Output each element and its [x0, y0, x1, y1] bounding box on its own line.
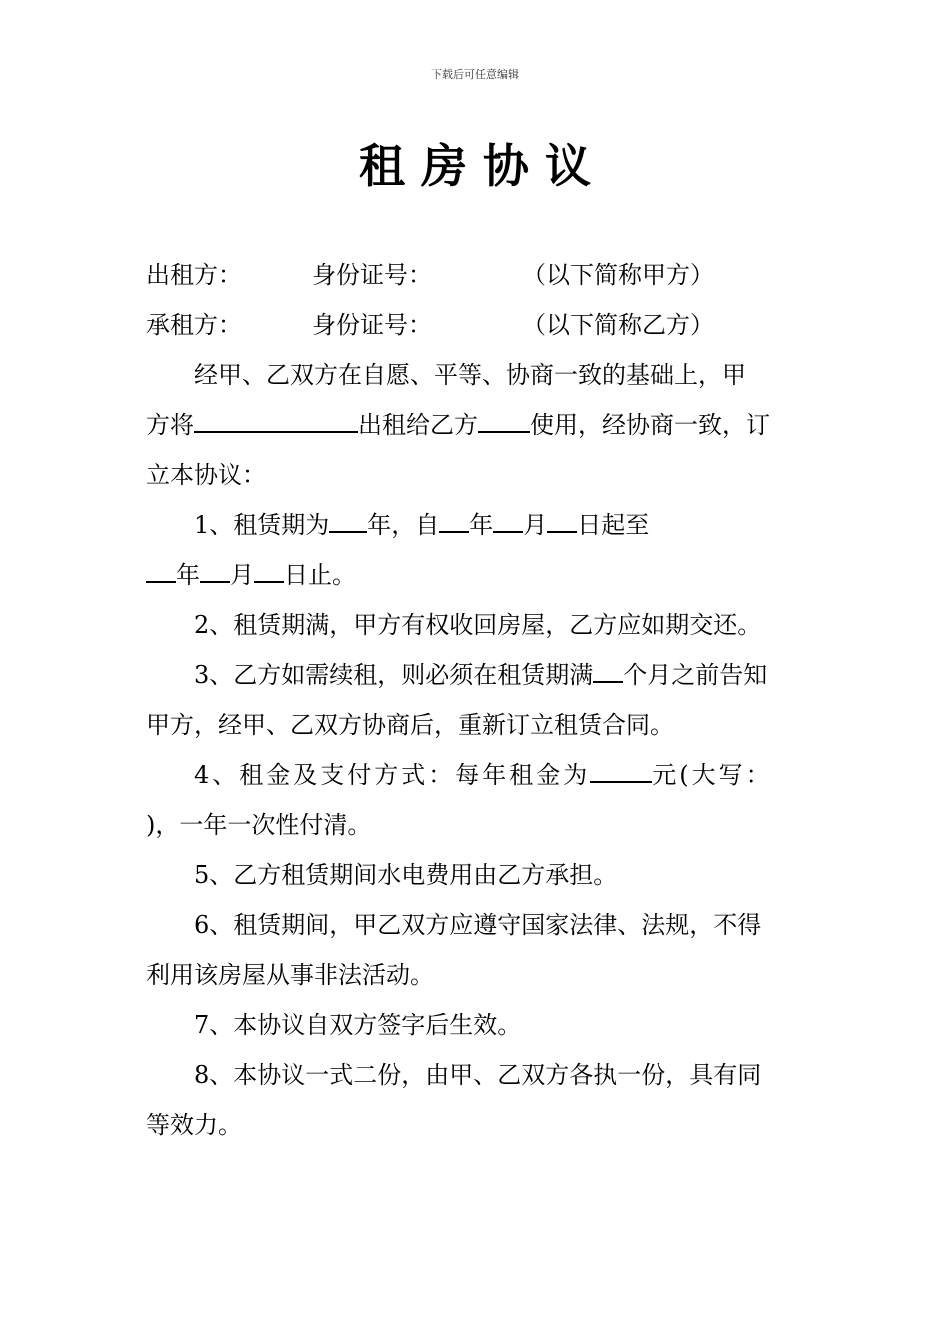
clause-6-line-1: 6、租赁期间，甲乙双方应遵守国家法律、法规，不得	[194, 911, 762, 939]
clause-8-line-2: 等效力。	[146, 1111, 242, 1139]
intro-line-3: 立本协议：	[146, 461, 266, 489]
lessor-label: 出租方：	[146, 261, 242, 289]
clause-1-text-g: 月	[230, 561, 254, 589]
clause-1-text-a: 1、租赁期为	[194, 511, 330, 539]
clause-3-line-2: 甲方，经甲、乙双方协商后，重新订立租赁合同。	[146, 711, 674, 739]
clause-1-text-f: 年	[176, 561, 200, 589]
document-title: 租房协议	[359, 139, 607, 193]
clause-1-text-h: 日止。	[284, 561, 356, 589]
clause-1-text-c: 年	[469, 511, 494, 539]
intro-text-c: 使用，经协商一致，订	[530, 411, 770, 439]
lessor-line	[146, 250, 808, 300]
clause-1-text-e: 日起至	[577, 511, 650, 539]
intro-line-2	[146, 400, 808, 450]
clause-7: 7、本协议自双方签字后生效。	[194, 1011, 522, 1039]
usage-blank	[478, 401, 530, 433]
lessee-alias: （以下简称乙方）	[522, 311, 714, 339]
clause-1-line-1	[146, 500, 808, 550]
intro-text-b: 出租给乙方	[358, 411, 478, 439]
clause-4-text-b: 元(大写：	[652, 761, 773, 789]
lessee-label: 承租方：	[146, 311, 242, 339]
clause-5: 5、乙方租赁期间水电费用由乙方承担。	[194, 861, 618, 889]
clause-3-text-a: 3、乙方如需续租，则必须在租赁期满	[194, 661, 594, 689]
start-month-blank	[493, 501, 523, 533]
header-note: 下载后可任意编辑	[431, 68, 519, 81]
property-blank	[194, 401, 358, 433]
clause-4-line-1	[146, 750, 808, 800]
clause-1-line-2	[146, 550, 808, 600]
rent-amount-blank	[590, 751, 652, 783]
end-month-blank	[200, 551, 230, 583]
clause-2: 2、租赁期满，甲方有权收回房屋，乙方应如期交还。	[194, 611, 762, 639]
lessor-alias: （以下简称甲方）	[522, 261, 714, 289]
clause-4-text-a: 4、租金及支付方式：每年租金为	[194, 761, 591, 789]
clause-1-text-b: 年，自	[367, 511, 440, 539]
clause-6-line-2: 利用该房屋从事非法活动。	[146, 961, 434, 989]
end-year-blank	[146, 551, 176, 583]
notice-months-blank	[593, 651, 623, 683]
end-day-blank	[254, 551, 284, 583]
clause-3-line-1	[146, 650, 808, 700]
clause-1-text-d: 月	[523, 511, 548, 539]
clause-3-text-b: 个月之前告知	[623, 661, 768, 689]
term-years-blank	[329, 501, 367, 533]
lessee-id-label: 身份证号：	[312, 311, 432, 339]
clause-4-line-2: )，一年一次性付清。	[146, 811, 372, 839]
lessee-line	[146, 300, 808, 350]
clause-8-line-1: 8、本协议一式二份，由甲、乙双方各执一份，具有同	[194, 1061, 762, 1089]
start-day-blank	[547, 501, 577, 533]
start-year-blank	[439, 501, 469, 533]
lessor-id-label: 身份证号：	[312, 261, 432, 289]
intro-line-1: 经甲、乙双方在自愿、平等、协商一致的基础上，甲	[194, 361, 746, 389]
document-body	[146, 250, 808, 1150]
intro-text-a: 方将	[146, 411, 194, 439]
